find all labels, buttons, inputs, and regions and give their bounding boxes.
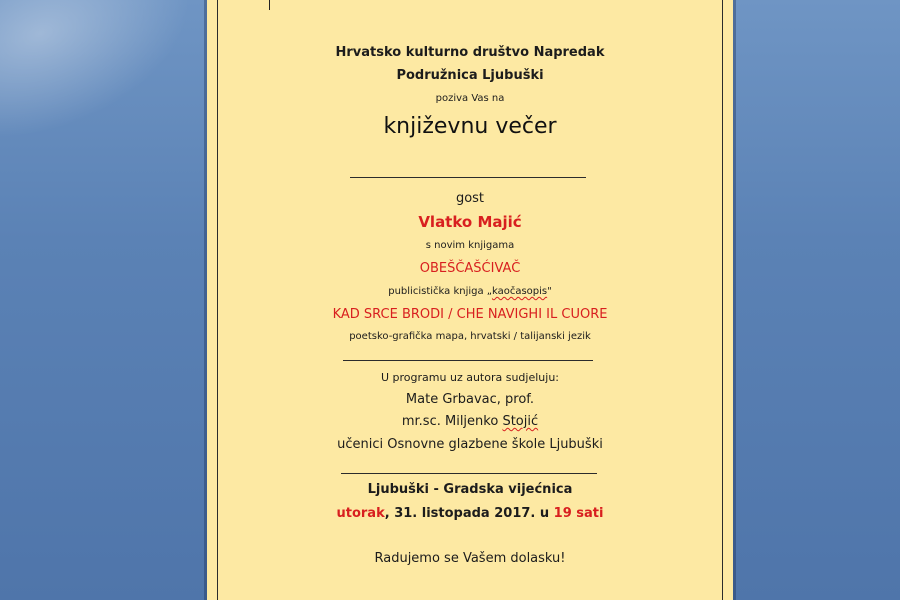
program-label: U programu uz autora sudjeluju: — [381, 371, 559, 384]
guest-label: gost — [455, 191, 485, 206]
participant-2-surname: Stojić — [502, 414, 539, 429]
book1-desc-prefix: publicistička knjiga „ — [388, 286, 492, 297]
invites-text: poziva Vas na — [435, 93, 505, 104]
document-page[interactable] — [207, 0, 733, 600]
guest-name: Vlatko Majić — [418, 213, 522, 231]
event-date: , 31. listopada 2017. u — [384, 506, 554, 521]
society-name: Hrvatsko kulturno društvo Napredak — [335, 45, 605, 60]
book1-desc-suffix: " — [547, 286, 552, 297]
book2-description: poetsko-grafička mapa, hrvatski / talijanski jezik — [349, 331, 591, 342]
date-time — [207, 506, 733, 521]
divider-1 — [350, 177, 586, 178]
event-day: utorak — [336, 506, 385, 521]
event-title: književnu večer — [383, 114, 557, 139]
divider-3 — [341, 473, 597, 474]
participant-2-prefix: mr.sc. Miljenko — [401, 414, 503, 429]
branch-name: Podružnica Ljubuški — [396, 68, 544, 83]
participant-1: Mate Grbavac, prof. — [405, 392, 535, 407]
text-cursor — [269, 0, 270, 10]
venue: Ljubuški - Gradska vijećnica — [367, 482, 573, 497]
divider-2 — [343, 360, 593, 361]
participant-2 — [207, 414, 733, 429]
book2-title: KAD SRCE BRODI / CHE NAVIGHI IL CUORE — [332, 307, 608, 322]
book1-title: OBEŠČAŠĆIVAČ — [419, 261, 521, 276]
event-time: 19 sati — [553, 506, 604, 521]
book1-desc-word: kaočasopis — [491, 286, 548, 297]
closing-text: Radujemo se Vašem dolasku! — [374, 551, 566, 566]
book1-description — [207, 286, 733, 297]
new-books-text: s novim knjigama — [425, 240, 515, 251]
background-glare — [0, 0, 220, 160]
participant-3: učenici Osnovne glazbene škole Ljubuški — [337, 437, 603, 452]
